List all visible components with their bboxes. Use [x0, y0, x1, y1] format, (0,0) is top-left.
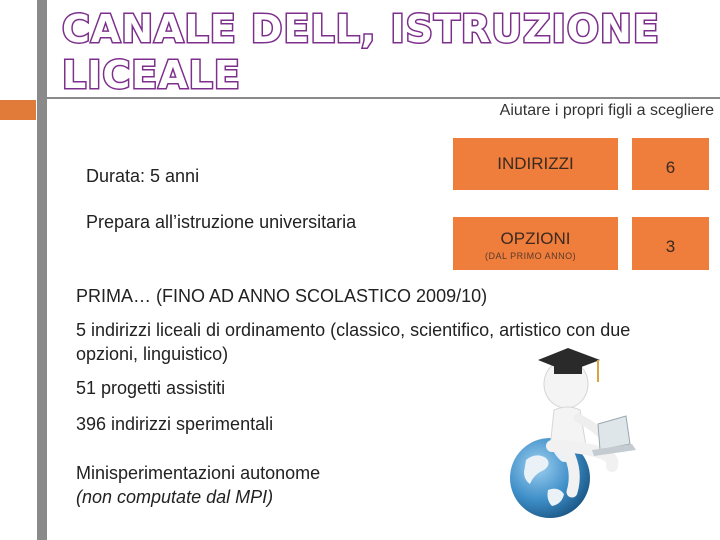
history-line-progetti: 51 progetti assistiti	[76, 378, 226, 398]
history-heading: PRIMA… (FINO AD ANNO SCOLASTICO 2009/10)	[76, 286, 488, 306]
slide-title: CANALE DELL, ISTRUZIONE LICEALE	[62, 7, 660, 97]
opzioni-note: (DAL PRIMO ANNO)	[485, 251, 577, 261]
indirizzi-count: 6	[665, 158, 676, 177]
accent-square	[0, 100, 36, 120]
indirizzi-count-box	[632, 138, 709, 190]
graduate-globe-illustration	[508, 340, 658, 540]
duration-text: Durata: 5 anni	[86, 166, 200, 186]
history-line-minisperimentazioni: Minisperimentazioni autonome	[76, 463, 321, 483]
opzioni-box	[453, 217, 618, 270]
history-line-indirizzi: 5 indirizzi liceali di ordinamento (classico, scientifico, artistico con due opzioni, linguistico)	[76, 320, 631, 364]
history-line-note: (non computate dal MPI)	[76, 487, 274, 507]
history-line-sperimentali: 396 indirizzi sperimentali	[76, 414, 274, 434]
prepares-text: Prepara all’istruzione universitaria	[86, 212, 357, 232]
opzioni-label: OPZIONI	[500, 229, 571, 248]
opzioni-count: 3	[665, 237, 676, 256]
indirizzi-box	[453, 138, 618, 190]
left-decorative-bar	[37, 0, 47, 540]
indirizzi-label: INDIRIZZI	[497, 154, 574, 173]
slide-subtitle: Aiutare i propri figli a scegliere	[499, 102, 714, 119]
opzioni-count-box	[632, 217, 709, 270]
